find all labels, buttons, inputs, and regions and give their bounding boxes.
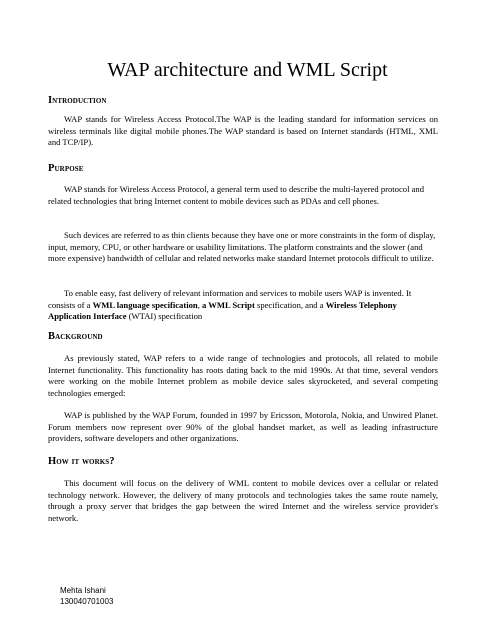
heading-how-it-works: How it works? bbox=[48, 456, 115, 467]
footer-name: Mehta Ishani bbox=[60, 586, 106, 595]
purpose-paragraph-1: WAP stands for Wireless Access Protocol, a general term used to describe the multi-layered protocol and related technologies that bring Internet content to mobile devices such as PDAs and cell phones. bbox=[48, 184, 425, 206]
purpose-p3-text-c: , bbox=[197, 299, 202, 310]
heading-background: Background bbox=[48, 331, 103, 342]
footer-id: 130040701003 bbox=[60, 597, 114, 606]
wml-language-spec-bold: WML language specification bbox=[92, 299, 198, 310]
purpose-p3-text-a: To enable easy, fast delivery of relevant information and services to mobile users WAP is invented. It consists of a bbox=[48, 288, 412, 310]
footer-author bbox=[60, 585, 113, 607]
wtai-bold: Wireless Telephony Application Interface bbox=[48, 299, 397, 322]
how-it-works-paragraph: This document will focus on the delivery of WML content to mobile devices over a cellular or related technology network. However, the delivery of many protocols and technologies takes the same route namely, through a proxy server that bridges the gap between the wired Internet and the wireless service provider's network. bbox=[48, 478, 438, 523]
heading-purpose: Purpose bbox=[48, 163, 84, 174]
heading-introduction: Introduction bbox=[48, 95, 107, 106]
purpose-p3-text-e: (WTAI) specification bbox=[126, 311, 203, 322]
purpose-paragraph-2: Such devices are referred to as thin clients because they have one or more constraints in the form of display, input, memory, CPU, or other hardware or usability limitations. The platform constraints and the slower (and more expensive) bandwidth of cellular and related networks make standard Internet protocols difficult to utilize. bbox=[48, 230, 436, 264]
wml-script-bold: a WML Script bbox=[201, 299, 255, 310]
page-title: WAP architecture and WML Script bbox=[107, 59, 388, 81]
intro-paragraph: WAP stands for Wireless Access Protocol.The WAP is the leading standard for information services on wireless terminals like digital mobile phones.The WAP standard is based on Internet standards (HTML, XML and TCP/IP). bbox=[48, 114, 438, 148]
purpose-p3-text-d: specification, and a bbox=[254, 299, 326, 310]
purpose-paragraph-3 bbox=[48, 288, 438, 323]
background-paragraph-1: As previously stated, WAP refers to a wide range of technologies and protocols, all related to mobile Internet functionality. This functionality has roots dating back to the mid 1990s. At that time, several vendors were working on the mobile Internet problem as mobile device sales skyrocketed, and several competing technologies emerged: bbox=[48, 353, 438, 398]
background-paragraph-2: WAP is published by the WAP Forum, founded in 1997 by Ericsson, Motorola, Nokia, and Unwired Planet. Forum members now represent over 90% of the global handset market, as well as leading infrastructure providers, software developers and other organizations. bbox=[48, 410, 438, 444]
